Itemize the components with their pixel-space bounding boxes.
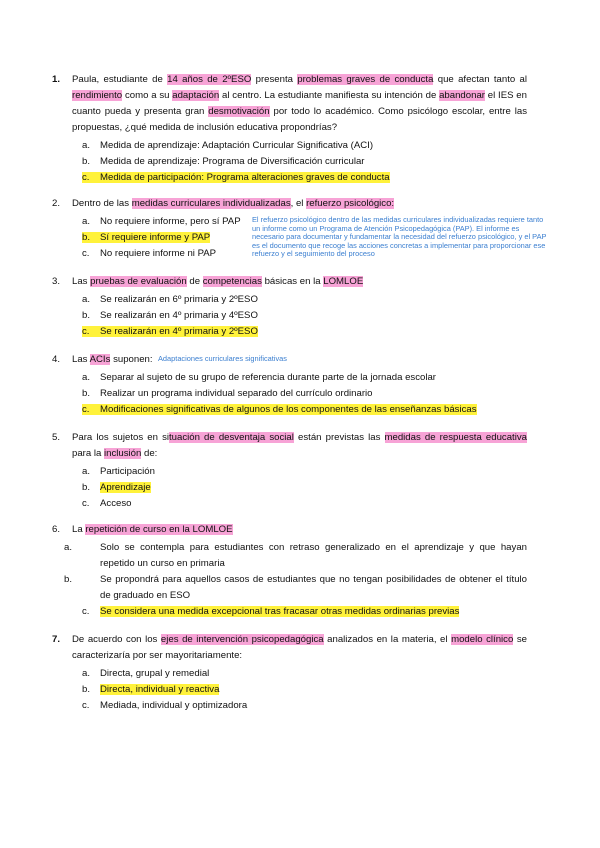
option-c[interactable]: c. Medida de participación: Programa alteraciones graves de conducta [82, 172, 390, 183]
question-text: Las ACIs suponen: [72, 354, 153, 365]
question-number: 3. [52, 276, 61, 287]
highlight: problemas graves de conducta [297, 74, 434, 85]
options-list [82, 138, 527, 186]
option-a[interactable]: a. Solo se contempla para estudiantes con retraso generalizado en el aprendizaje y que hayan repetido un curso en primaria [64, 542, 527, 569]
options-list [82, 666, 527, 714]
option-b[interactable]: b. Sí requiere informe y PAP [82, 232, 211, 243]
question-6 [52, 522, 527, 620]
option-b[interactable]: b. Realizar un programa individual separado del currículo ordinario [82, 388, 373, 399]
option-a[interactable]: a. Medida de aprendizaje: Adaptación Curricular Significativa (ACI) [82, 140, 374, 151]
option-c[interactable]: c. Acceso [82, 498, 132, 509]
question-number: 7. [52, 634, 61, 645]
option-a[interactable]: a. Participación [82, 466, 155, 477]
option-a[interactable]: a. Directa, grupal y remedial [82, 668, 210, 679]
option-c[interactable]: c. No requiere informe ni PAP [82, 248, 217, 259]
option-c[interactable]: c. Modificaciones significativas de algunos de los componentes de las enseñanzas básicas [82, 404, 477, 415]
option-c[interactable]: c. Mediada, individual y optimizadora [82, 700, 248, 711]
question-text: La repetición de curso en la LOMLOE [72, 524, 233, 535]
highlight: abandonar [439, 90, 485, 101]
options-list [64, 540, 527, 620]
question-number: 6. [52, 524, 61, 535]
option-a[interactable]: a. Separar al sujeto de su grupo de referencia durante parte de la jornada escolar [82, 372, 436, 383]
question-1 [52, 72, 527, 186]
highlight: 14 años de 2ºESO [167, 74, 252, 85]
question-3 [52, 274, 527, 340]
options-list [82, 464, 527, 512]
option-b[interactable]: b. Aprendizaje [82, 482, 151, 493]
question-number: 1. [52, 74, 61, 85]
option-b[interactable]: b. Directa, individual y reactiva [82, 684, 220, 695]
options-list [82, 292, 527, 340]
question-number: 5. [52, 432, 61, 443]
option-c[interactable]: c. Se realizarán en 4º primaria y 2ºESO [82, 326, 258, 337]
option-c[interactable]: c. Se considera una medida excepcional tras fracasar otras medidas ordinarias previas [82, 606, 460, 617]
question-text: Para los sujetos en situación de desventaja social están previstas las medidas de respuesta educativa para la inclusión de: [72, 432, 527, 459]
question-number: 2. [52, 198, 61, 209]
question-text: Dentro de las medidas curriculares individualizadas, el refuerzo psicológico: [72, 198, 395, 209]
question-text: Paula, estudiante de 14 años de 2ºESO presenta problemas graves de conducta que afectan tanto al rendimiento como a su adaptación al centro. La estudiante manifiesta su intención de abandonar el IES en cuanto pueda y presenta gran desmotivación por todo lo académico. Como psicólogo escolar, entre las propuestas, ¿qué medida de inclusión educativa propondrías? [72, 74, 527, 133]
annotation-comment: Adaptaciones curriculares significativas [158, 354, 287, 363]
highlight: rendimiento [72, 90, 123, 101]
option-b[interactable]: b. Se realizarán en 4º primaria y 4ºESO [82, 310, 258, 321]
option-b[interactable]: b. Se propondrá para aquellos casos de estudiantes que no tengan posibilidades de obtener el título de graduado en ESO [64, 574, 527, 601]
option-a[interactable]: a. No requiere informe, pero sí PAP [82, 216, 241, 227]
highlight: desmotivación [208, 106, 270, 117]
question-7 [52, 632, 527, 714]
options-list [82, 370, 527, 418]
option-a[interactable]: a. Se realizarán en 6º primaria y 2ºESO [82, 294, 258, 305]
question-text: De acuerdo con los ejes de intervención psicopedagógica analizados en la materia, el modelo clínico se caracterizaría por ser mayoritariamente: [72, 634, 527, 661]
highlight: adaptación [172, 90, 220, 101]
annotation-comment: El refuerzo psicológico dentro de las medidas curriculares individualizadas requiere tanto un informe como un Programa de Atención Psicopedagógica (PAP). El informe es necesario para documentar y fundamentar la necesidad del refuerzo psicológico, y el PAP es el documento que recoge las acciones concretas a implementar para proporcionar ese refuerzo y el seguimiento del proceso [252, 215, 547, 259]
question-text: Las pruebas de evaluación de competencias básicas en la LOMLOE [72, 276, 364, 287]
question-5 [52, 430, 527, 512]
question-number: 4. [52, 354, 61, 365]
option-b[interactable]: b. Medida de aprendizaje: Programa de Diversificación curricular [82, 156, 365, 167]
